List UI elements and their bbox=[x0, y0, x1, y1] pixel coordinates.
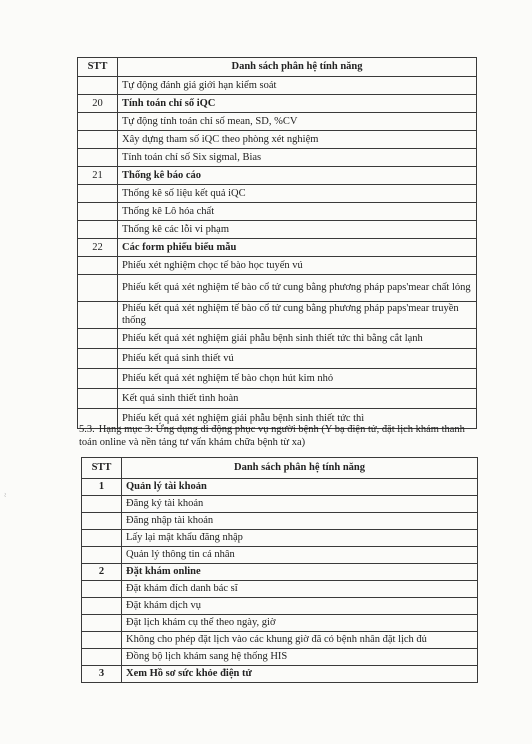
group-row bbox=[82, 479, 478, 496]
group-row bbox=[78, 167, 477, 185]
feature-cell: Đăng nhập tài khoản bbox=[122, 513, 478, 530]
stt-cell bbox=[78, 113, 118, 131]
table-row bbox=[78, 77, 477, 95]
feature-cell: Tự động đánh giá giới hạn kiểm soát bbox=[118, 77, 477, 95]
header-stt: STT bbox=[82, 458, 122, 479]
stt-cell bbox=[78, 221, 118, 239]
table-row bbox=[82, 649, 478, 666]
feature-table-2 bbox=[81, 457, 478, 683]
stt-cell bbox=[82, 513, 122, 530]
stt-cell: 21 bbox=[78, 167, 118, 185]
stt-cell bbox=[78, 149, 118, 167]
stt-cell bbox=[78, 77, 118, 95]
stt-cell: 3 bbox=[82, 666, 122, 683]
table-row bbox=[78, 257, 477, 275]
table-row bbox=[82, 547, 478, 564]
table-row bbox=[78, 203, 477, 221]
stt-cell bbox=[82, 615, 122, 632]
table-header-row bbox=[78, 58, 477, 77]
stt-cell bbox=[78, 369, 118, 389]
section-title: Hạng mục 3: Ứng dụng di động phục vụ người bệnh (Y bạ điện tử, đặt lịch khám thanh toán online và nền tảng tư vấn khám chữa bệnh từ xa) bbox=[79, 424, 465, 448]
table-row bbox=[82, 496, 478, 513]
margin-scribble: ~ bbox=[1, 492, 10, 497]
table-row bbox=[82, 581, 478, 598]
stt-cell bbox=[78, 131, 118, 149]
stt-cell bbox=[78, 389, 118, 409]
feature-cell: Tự động tính toán chỉ số mean, SD, %CV bbox=[118, 113, 477, 131]
table-row bbox=[82, 530, 478, 547]
feature-cell: Phiếu xét nghiệm chọc tế bào học tuyến vú bbox=[118, 257, 477, 275]
table-row bbox=[82, 615, 478, 632]
feature-cell: Kết quả sinh thiết tình hoàn bbox=[118, 389, 477, 409]
group-row bbox=[78, 239, 477, 257]
stt-cell bbox=[82, 581, 122, 598]
table-row bbox=[82, 598, 478, 615]
stt-cell: 20 bbox=[78, 95, 118, 113]
feature-cell: Quản lý thông tin cá nhân bbox=[122, 547, 478, 564]
header-stt: STT bbox=[78, 58, 118, 77]
stt-cell: 22 bbox=[78, 239, 118, 257]
stt-cell: 2 bbox=[82, 564, 122, 581]
feature-cell: Phiếu kết quả xét nghiệm tế bào cổ tử cung bằng phương pháp paps'mear truyền thống bbox=[118, 302, 477, 329]
feature-cell: Thống kê số liệu kết quả iQC bbox=[118, 185, 477, 203]
table-row bbox=[78, 389, 477, 409]
stt-cell bbox=[78, 302, 118, 329]
feature-cell: Phiếu kết quả xét nghiệm giải phẫu bệnh sinh thiết tức thì bbox=[118, 409, 477, 429]
table-row bbox=[78, 185, 477, 203]
section-number: 5.3. bbox=[79, 424, 95, 435]
feature-cell: Đặt khám online bbox=[122, 564, 478, 581]
table-row bbox=[78, 349, 477, 369]
group-row bbox=[82, 564, 478, 581]
stt-cell bbox=[78, 185, 118, 203]
feature-cell: Phiếu kết quả xét nghiệm giải phẫu bệnh sinh thiết tức thì bằng cắt lạnh bbox=[118, 329, 477, 349]
feature-cell: Không cho phép đặt lịch vào các khung giờ đã có bệnh nhân đặt lịch đủ bbox=[122, 632, 478, 649]
feature-cell: Tính toán chỉ số Six sigmal, Bias bbox=[118, 149, 477, 167]
feature-cell: Đăng ký tài khoản bbox=[122, 496, 478, 513]
feature-cell: Thống kê các lỗi vi phạm bbox=[118, 221, 477, 239]
table-2-body bbox=[82, 479, 478, 683]
feature-table-1 bbox=[77, 57, 477, 429]
table-1-body bbox=[78, 77, 477, 429]
table-row bbox=[78, 302, 477, 329]
header-feature-list: Danh sách phân hệ tính năng bbox=[118, 58, 477, 77]
stt-cell bbox=[78, 203, 118, 221]
header-feature-list: Danh sách phân hệ tính năng bbox=[122, 458, 478, 479]
table-header-row bbox=[82, 458, 478, 479]
feature-cell: Phiếu kết quả xét nghiệm tế bào chọn hút kim nhỏ bbox=[118, 369, 477, 389]
feature-cell: Quản lý tài khoản bbox=[122, 479, 478, 496]
table-row bbox=[78, 369, 477, 389]
feature-cell: Phiếu kết quả xét nghiệm tế bào cổ tử cung bằng phương pháp paps'mear chất lỏng bbox=[118, 275, 477, 302]
group-row bbox=[78, 95, 477, 113]
feature-cell: Đồng bộ lịch khám sang hệ thống HIS bbox=[122, 649, 478, 666]
feature-cell: Các form phiếu biểu mẫu bbox=[118, 239, 477, 257]
stt-cell bbox=[82, 649, 122, 666]
feature-cell: Xem Hồ sơ sức khỏe điện tử bbox=[122, 666, 478, 683]
table-row bbox=[82, 513, 478, 530]
feature-cell: Phiếu kết quả sinh thiết vú bbox=[118, 349, 477, 369]
feature-cell: Đặt khám dịch vụ bbox=[122, 598, 478, 615]
stt-cell bbox=[82, 530, 122, 547]
table-row bbox=[78, 275, 477, 302]
stt-cell bbox=[82, 496, 122, 513]
feature-cell: Đặt lịch khám cụ thể theo ngày, giờ bbox=[122, 615, 478, 632]
group-row bbox=[82, 666, 478, 683]
table-row bbox=[78, 131, 477, 149]
feature-cell: Thống kê báo cáo bbox=[118, 167, 477, 185]
feature-cell: Tính toán chỉ số iQC bbox=[118, 95, 477, 113]
stt-cell bbox=[78, 257, 118, 275]
stt-cell bbox=[82, 598, 122, 615]
table-row bbox=[78, 149, 477, 167]
table-row bbox=[78, 113, 477, 131]
stt-cell bbox=[78, 275, 118, 302]
stt-cell bbox=[82, 547, 122, 564]
stt-cell: 1 bbox=[82, 479, 122, 496]
stt-cell bbox=[78, 349, 118, 369]
feature-cell: Xây dựng tham số iQC theo phòng xét nghiệm bbox=[118, 131, 477, 149]
feature-cell: Lấy lại mật khẩu đăng nhập bbox=[122, 530, 478, 547]
feature-cell: Đặt khám đích danh bác sĩ bbox=[122, 581, 478, 598]
table-row bbox=[82, 632, 478, 649]
stt-cell bbox=[78, 329, 118, 349]
stt-cell bbox=[82, 632, 122, 649]
section-heading bbox=[79, 424, 479, 449]
feature-cell: Thống kê Lô hóa chất bbox=[118, 203, 477, 221]
table-row bbox=[78, 329, 477, 349]
table-row bbox=[78, 221, 477, 239]
